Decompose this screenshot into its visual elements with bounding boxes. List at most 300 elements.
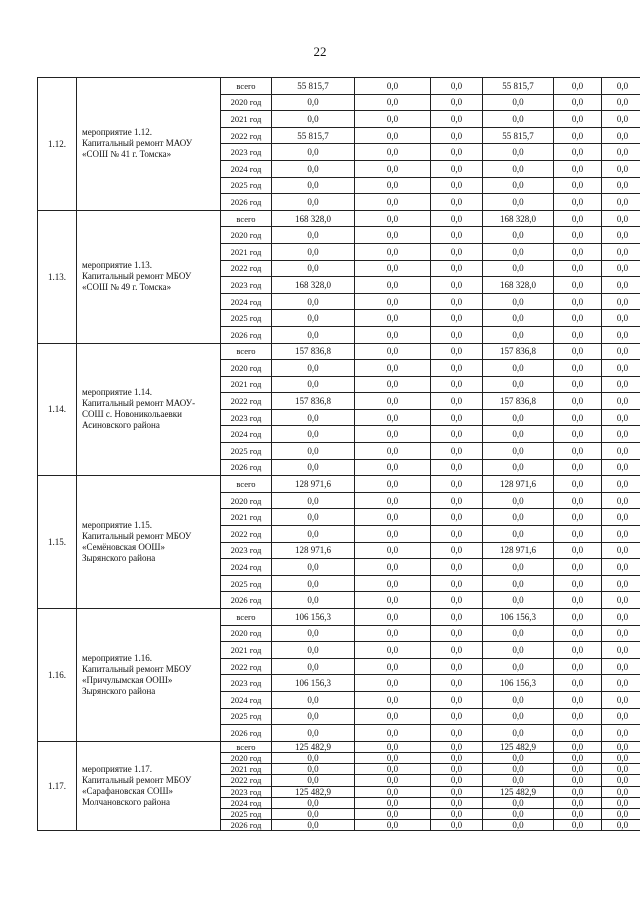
federal-value: 0,0: [355, 293, 431, 310]
regional-value: 0,0: [431, 194, 483, 211]
total-value: 0,0: [272, 326, 355, 343]
regional-budget-value: 0,0: [483, 194, 554, 211]
total-value: 0,0: [272, 725, 355, 742]
local-value: 0,0: [554, 658, 602, 675]
activity-name: [77, 741, 221, 831]
local-value: 0,0: [554, 426, 602, 443]
regional-budget-value: 0,0: [483, 725, 554, 742]
activity-name-line: «СОШ № 41 г. Томска»: [82, 149, 172, 160]
federal-value: 0,0: [355, 476, 431, 493]
regional-budget-value: 0,0: [483, 409, 554, 426]
regional-budget-value: 168 328,0: [483, 210, 554, 227]
total-value: 0,0: [272, 592, 355, 609]
year-label: 2021 год: [221, 111, 272, 128]
local-value: 0,0: [554, 808, 602, 819]
year-label: 2021 год: [221, 764, 272, 775]
year-label: 2024 год: [221, 559, 272, 576]
federal-value: 0,0: [355, 797, 431, 808]
local-value: 0,0: [554, 559, 602, 576]
federal-value: 0,0: [355, 443, 431, 460]
regional-budget-value: 125 482,9: [483, 741, 554, 752]
regional-value: 0,0: [431, 144, 483, 161]
regional-budget-value: 0,0: [483, 764, 554, 775]
year-label: 2022 год: [221, 393, 272, 410]
year-label: всего: [221, 210, 272, 227]
year-label: 2025 год: [221, 177, 272, 194]
total-value: 0,0: [272, 752, 355, 763]
local-value: 0,0: [554, 393, 602, 410]
local-value: 0,0: [554, 642, 602, 659]
federal-value: 0,0: [355, 752, 431, 763]
regional-value: 0,0: [431, 526, 483, 543]
year-label: 2024 год: [221, 426, 272, 443]
other-value: 0,0: [602, 160, 640, 177]
other-value: 0,0: [602, 393, 640, 410]
total-value: 0,0: [272, 808, 355, 819]
regional-budget-value: 0,0: [483, 160, 554, 177]
total-value: 0,0: [272, 360, 355, 377]
regional-budget-value: 0,0: [483, 808, 554, 819]
total-value: 157 836,8: [272, 393, 355, 410]
regional-value: 0,0: [431, 426, 483, 443]
federal-value: 0,0: [355, 260, 431, 277]
local-value: 0,0: [554, 708, 602, 725]
federal-value: 0,0: [355, 243, 431, 260]
regional-budget-value: 0,0: [483, 293, 554, 310]
year-label: всего: [221, 78, 272, 95]
local-value: 0,0: [554, 177, 602, 194]
other-value: 0,0: [602, 542, 640, 559]
regional-budget-value: 128 971,6: [483, 542, 554, 559]
other-value: 0,0: [602, 459, 640, 476]
year-label: 2025 год: [221, 443, 272, 460]
regional-budget-value: 0,0: [483, 775, 554, 786]
local-value: 0,0: [554, 691, 602, 708]
local-value: 0,0: [554, 459, 602, 476]
activity-name: [77, 609, 221, 742]
total-value: 0,0: [272, 260, 355, 277]
other-value: 0,0: [602, 78, 640, 95]
regional-budget-value: 128 971,6: [483, 476, 554, 493]
total-value: 0,0: [272, 111, 355, 128]
regional-value: 0,0: [431, 559, 483, 576]
local-value: 0,0: [554, 775, 602, 786]
year-label: 2025 год: [221, 708, 272, 725]
regional-budget-value: 0,0: [483, 658, 554, 675]
activity-name-line: Асиновского района: [82, 420, 160, 431]
regional-value: 0,0: [431, 78, 483, 95]
regional-budget-value: 0,0: [483, 443, 554, 460]
regional-value: 0,0: [431, 343, 483, 360]
total-value: 106 156,3: [272, 675, 355, 692]
regional-value: 0,0: [431, 609, 483, 626]
regional-budget-value: 0,0: [483, 144, 554, 161]
federal-value: 0,0: [355, 393, 431, 410]
total-value: 0,0: [272, 160, 355, 177]
other-value: 0,0: [602, 94, 640, 111]
activity-number: 1.16.: [38, 609, 77, 742]
regional-budget-value: 157 836,8: [483, 343, 554, 360]
federal-value: 0,0: [355, 360, 431, 377]
regional-value: 0,0: [431, 575, 483, 592]
local-value: 0,0: [554, 409, 602, 426]
local-value: 0,0: [554, 260, 602, 277]
year-label: 2020 год: [221, 360, 272, 377]
other-value: 0,0: [602, 752, 640, 763]
federal-value: 0,0: [355, 592, 431, 609]
regional-budget-value: 0,0: [483, 575, 554, 592]
regional-value: 0,0: [431, 797, 483, 808]
year-label: всего: [221, 609, 272, 626]
federal-value: 0,0: [355, 326, 431, 343]
federal-value: 0,0: [355, 177, 431, 194]
total-value: 0,0: [272, 376, 355, 393]
federal-value: 0,0: [355, 426, 431, 443]
activity-name-line: «Сарафановская СОШ»: [82, 786, 174, 796]
local-value: 0,0: [554, 210, 602, 227]
activity-name-line: Капитальный ремонт МАОУ: [82, 138, 193, 149]
other-value: 0,0: [602, 376, 640, 393]
other-value: 0,0: [602, 808, 640, 819]
other-value: 0,0: [602, 725, 640, 742]
other-value: 0,0: [602, 194, 640, 211]
total-value: 0,0: [272, 243, 355, 260]
total-value: 0,0: [272, 691, 355, 708]
activity-name-line: Зырянского района: [82, 685, 156, 696]
regional-value: 0,0: [431, 310, 483, 327]
total-value: 0,0: [272, 443, 355, 460]
local-value: 0,0: [554, 609, 602, 626]
local-value: 0,0: [554, 526, 602, 543]
regional-value: 0,0: [431, 111, 483, 128]
activity-name-line: Капитальный ремонт МБОУ: [82, 271, 192, 282]
total-value: 128 971,6: [272, 542, 355, 559]
year-label: 2024 год: [221, 293, 272, 310]
regional-value: 0,0: [431, 808, 483, 819]
regional-value: 0,0: [431, 509, 483, 526]
activity-name-line: мероприятие 1.17.: [82, 764, 152, 774]
other-value: 0,0: [602, 127, 640, 144]
federal-value: 0,0: [355, 820, 431, 831]
total-value: 0,0: [272, 310, 355, 327]
federal-value: 0,0: [355, 409, 431, 426]
year-label: всего: [221, 476, 272, 493]
regional-value: 0,0: [431, 642, 483, 659]
total-value: 0,0: [272, 409, 355, 426]
activity-name-line: мероприятие 1.13.: [82, 260, 152, 271]
activity-name-line: Капитальный ремонт МБОУ: [82, 531, 192, 542]
other-value: 0,0: [602, 592, 640, 609]
local-value: 0,0: [554, 820, 602, 831]
federal-value: 0,0: [355, 310, 431, 327]
other-value: 0,0: [602, 797, 640, 808]
other-value: 0,0: [602, 559, 640, 576]
federal-value: 0,0: [355, 111, 431, 128]
federal-value: 0,0: [355, 741, 431, 752]
total-value: 0,0: [272, 509, 355, 526]
regional-budget-value: 0,0: [483, 708, 554, 725]
total-value: 0,0: [272, 293, 355, 310]
local-value: 0,0: [554, 592, 602, 609]
other-value: 0,0: [602, 177, 640, 194]
activity-number: 1.15.: [38, 476, 77, 609]
total-value: 0,0: [272, 797, 355, 808]
regional-value: 0,0: [431, 360, 483, 377]
federal-value: 0,0: [355, 127, 431, 144]
activity-name-line: мероприятие 1.12.: [82, 127, 152, 138]
federal-value: 0,0: [355, 691, 431, 708]
other-value: 0,0: [602, 293, 640, 310]
year-label: 2025 год: [221, 575, 272, 592]
other-value: 0,0: [602, 277, 640, 294]
activity-name: [77, 210, 221, 343]
regional-budget-value: 157 836,8: [483, 393, 554, 410]
regional-budget-value: 0,0: [483, 797, 554, 808]
total-value: 0,0: [272, 559, 355, 576]
federal-value: 0,0: [355, 786, 431, 797]
year-label: 2023 год: [221, 277, 272, 294]
regional-budget-value: 0,0: [483, 592, 554, 609]
year-label: 2020 год: [221, 94, 272, 111]
page-number: 22: [313, 44, 327, 59]
federal-value: 0,0: [355, 227, 431, 244]
regional-budget-value: 0,0: [483, 426, 554, 443]
other-value: 0,0: [602, 775, 640, 786]
regional-value: 0,0: [431, 764, 483, 775]
regional-value: 0,0: [431, 277, 483, 294]
regional-value: 0,0: [431, 752, 483, 763]
local-value: 0,0: [554, 160, 602, 177]
year-label: 2026 год: [221, 326, 272, 343]
local-value: 0,0: [554, 741, 602, 752]
other-value: 0,0: [602, 243, 640, 260]
regional-budget-value: 0,0: [483, 752, 554, 763]
table-row: [38, 741, 640, 752]
other-value: 0,0: [602, 658, 640, 675]
local-value: 0,0: [554, 476, 602, 493]
federal-value: 0,0: [355, 575, 431, 592]
regional-value: 0,0: [431, 691, 483, 708]
year-label: 2022 год: [221, 260, 272, 277]
year-label: 2023 год: [221, 786, 272, 797]
regional-value: 0,0: [431, 376, 483, 393]
activity-name-line: «СОШ № 49 г. Томска»: [82, 282, 172, 293]
total-value: 125 482,9: [272, 741, 355, 752]
local-value: 0,0: [554, 111, 602, 128]
year-label: 2024 год: [221, 691, 272, 708]
federal-value: 0,0: [355, 492, 431, 509]
regional-budget-value: 0,0: [483, 509, 554, 526]
regional-value: 0,0: [431, 675, 483, 692]
regional-value: 0,0: [431, 127, 483, 144]
regional-value: 0,0: [431, 243, 483, 260]
federal-value: 0,0: [355, 559, 431, 576]
local-value: 0,0: [554, 786, 602, 797]
year-label: 2026 год: [221, 459, 272, 476]
regional-value: 0,0: [431, 708, 483, 725]
total-value: 128 971,6: [272, 476, 355, 493]
regional-value: 0,0: [431, 177, 483, 194]
activity-name-line: Капитальный ремонт МАОУ-: [82, 398, 196, 409]
regional-budget-value: 0,0: [483, 625, 554, 642]
activity-name-line: мероприятие 1.14.: [82, 387, 152, 398]
other-value: 0,0: [602, 426, 640, 443]
regional-value: 0,0: [431, 160, 483, 177]
local-value: 0,0: [554, 310, 602, 327]
year-label: 2022 год: [221, 775, 272, 786]
federal-value: 0,0: [355, 675, 431, 692]
regional-value: 0,0: [431, 326, 483, 343]
federal-value: 0,0: [355, 343, 431, 360]
total-value: 55 815,7: [272, 127, 355, 144]
activity-name-line: Молчановского района: [82, 797, 170, 807]
federal-value: 0,0: [355, 210, 431, 227]
local-value: 0,0: [554, 509, 602, 526]
federal-value: 0,0: [355, 625, 431, 642]
activity-number: 1.14.: [38, 343, 77, 476]
year-label: 2021 год: [221, 243, 272, 260]
regional-value: 0,0: [431, 820, 483, 831]
other-value: 0,0: [602, 509, 640, 526]
local-value: 0,0: [554, 492, 602, 509]
total-value: 0,0: [272, 177, 355, 194]
regional-budget-value: 0,0: [483, 459, 554, 476]
federal-value: 0,0: [355, 708, 431, 725]
total-value: 0,0: [272, 642, 355, 659]
other-value: 0,0: [602, 326, 640, 343]
total-value: 168 328,0: [272, 210, 355, 227]
regional-budget-value: 125 482,9: [483, 786, 554, 797]
regional-budget-value: 55 815,7: [483, 78, 554, 95]
year-label: 2020 год: [221, 752, 272, 763]
table-row: [38, 210, 640, 227]
table-row: [38, 343, 640, 360]
federal-value: 0,0: [355, 78, 431, 95]
year-label: 2022 год: [221, 658, 272, 675]
local-value: 0,0: [554, 78, 602, 95]
total-value: 0,0: [272, 708, 355, 725]
regional-budget-value: 0,0: [483, 94, 554, 111]
year-label: 2020 год: [221, 227, 272, 244]
federal-value: 0,0: [355, 526, 431, 543]
other-value: 0,0: [602, 764, 640, 775]
total-value: 0,0: [272, 820, 355, 831]
federal-value: 0,0: [355, 808, 431, 819]
activity-number: 1.17.: [38, 741, 77, 831]
regional-budget-value: 0,0: [483, 691, 554, 708]
local-value: 0,0: [554, 194, 602, 211]
total-value: 0,0: [272, 625, 355, 642]
federal-value: 0,0: [355, 542, 431, 559]
year-label: 2025 год: [221, 310, 272, 327]
regional-value: 0,0: [431, 592, 483, 609]
other-value: 0,0: [602, 642, 640, 659]
regional-budget-value: 0,0: [483, 177, 554, 194]
local-value: 0,0: [554, 127, 602, 144]
total-value: 0,0: [272, 227, 355, 244]
other-value: 0,0: [602, 409, 640, 426]
total-value: 168 328,0: [272, 277, 355, 294]
table-row: [38, 476, 640, 493]
federal-value: 0,0: [355, 94, 431, 111]
regional-budget-value: 55 815,7: [483, 127, 554, 144]
year-label: всего: [221, 343, 272, 360]
year-label: 2023 год: [221, 542, 272, 559]
local-value: 0,0: [554, 575, 602, 592]
federal-value: 0,0: [355, 194, 431, 211]
regional-value: 0,0: [431, 293, 483, 310]
other-value: 0,0: [602, 360, 640, 377]
table-row: [38, 78, 640, 95]
other-value: 0,0: [602, 741, 640, 752]
regional-budget-value: 106 156,3: [483, 609, 554, 626]
local-value: 0,0: [554, 343, 602, 360]
year-label: 2021 год: [221, 376, 272, 393]
other-value: 0,0: [602, 708, 640, 725]
activity-name-line: мероприятие 1.15.: [82, 520, 152, 531]
regional-budget-value: 0,0: [483, 326, 554, 343]
regional-value: 0,0: [431, 393, 483, 410]
total-value: 0,0: [272, 764, 355, 775]
federal-value: 0,0: [355, 609, 431, 626]
total-value: 0,0: [272, 194, 355, 211]
other-value: 0,0: [602, 144, 640, 161]
federal-value: 0,0: [355, 144, 431, 161]
regional-value: 0,0: [431, 658, 483, 675]
other-value: 0,0: [602, 227, 640, 244]
regional-value: 0,0: [431, 409, 483, 426]
federal-value: 0,0: [355, 642, 431, 659]
year-label: 2024 год: [221, 160, 272, 177]
regional-value: 0,0: [431, 443, 483, 460]
other-value: 0,0: [602, 575, 640, 592]
regional-value: 0,0: [431, 459, 483, 476]
activity-name: [77, 343, 221, 476]
activity-name-line: мероприятие 1.16.: [82, 652, 152, 663]
activity-name-line: «Семёновская ООШ»: [82, 542, 166, 553]
year-label: всего: [221, 741, 272, 752]
other-value: 0,0: [602, 625, 640, 642]
local-value: 0,0: [554, 293, 602, 310]
regional-value: 0,0: [431, 741, 483, 752]
federal-value: 0,0: [355, 376, 431, 393]
activity-name-line: «Причулымская ООШ»: [82, 674, 173, 685]
other-value: 0,0: [602, 675, 640, 692]
total-value: 0,0: [272, 575, 355, 592]
total-value: 157 836,8: [272, 343, 355, 360]
activity-name-line: Капитальный ремонт МБОУ: [82, 663, 192, 674]
regional-value: 0,0: [431, 775, 483, 786]
activity-name: [77, 78, 221, 211]
local-value: 0,0: [554, 443, 602, 460]
other-value: 0,0: [602, 820, 640, 831]
local-value: 0,0: [554, 144, 602, 161]
activity-number: 1.13.: [38, 210, 77, 343]
year-label: 2023 год: [221, 144, 272, 161]
local-value: 0,0: [554, 725, 602, 742]
local-value: 0,0: [554, 376, 602, 393]
total-value: 0,0: [272, 144, 355, 161]
total-value: 0,0: [272, 775, 355, 786]
regional-budget-value: 0,0: [483, 376, 554, 393]
year-label: 2025 год: [221, 808, 272, 819]
local-value: 0,0: [554, 542, 602, 559]
federal-value: 0,0: [355, 160, 431, 177]
local-value: 0,0: [554, 243, 602, 260]
local-value: 0,0: [554, 675, 602, 692]
total-value: 55 815,7: [272, 78, 355, 95]
other-value: 0,0: [602, 786, 640, 797]
